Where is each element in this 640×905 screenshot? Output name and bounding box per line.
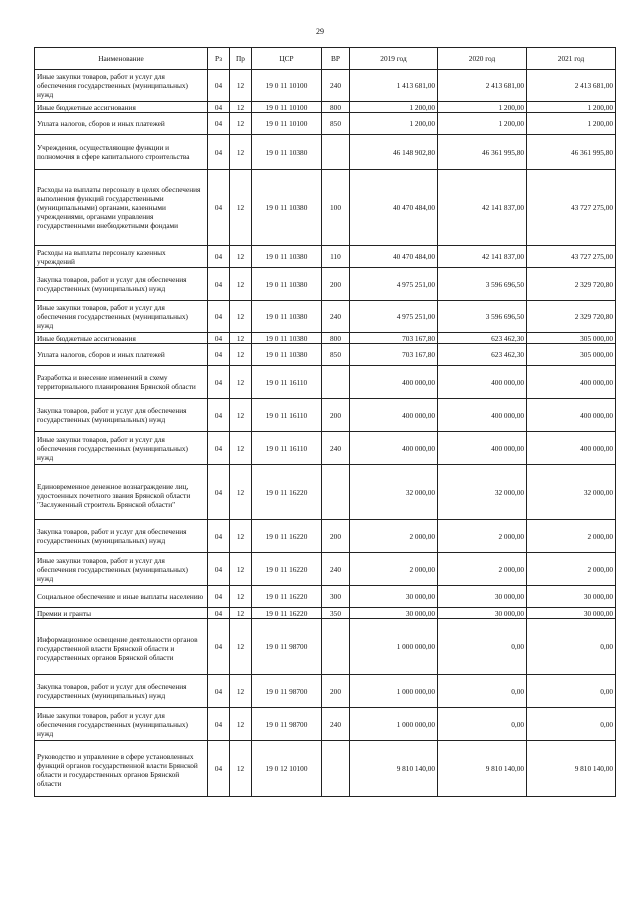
- row-csr: 19 0 11 10380: [252, 333, 322, 344]
- row-2021: 2 000,00: [527, 553, 616, 586]
- row-pr: 12: [230, 70, 252, 102]
- table-row: [35, 608, 616, 619]
- row-name: Информационное освещение деятельности органов государственной власти Брянской области и государственных органов Брянской области: [35, 619, 208, 675]
- row-2019: 1 000 000,00: [350, 708, 438, 741]
- row-vr: 110: [322, 246, 350, 268]
- row-2019: 703 167,80: [350, 333, 438, 344]
- row-rz: 04: [208, 608, 230, 619]
- row-2020: 42 141 837,00: [438, 246, 527, 268]
- row-vr: 350: [322, 608, 350, 619]
- row-csr: 19 0 11 16220: [252, 465, 322, 520]
- row-rz: 04: [208, 333, 230, 344]
- row-vr: 240: [322, 708, 350, 741]
- row-2019: 1 200,00: [350, 102, 438, 113]
- row-rz: 04: [208, 708, 230, 741]
- header-row: [35, 48, 616, 70]
- row-csr: 19 0 11 10380: [252, 170, 322, 246]
- row-2020: 2 000,00: [438, 520, 527, 553]
- row-name: Иные закупки товаров, работ и услуг для обеспечения государственных (муниципальных) нужд: [35, 301, 208, 333]
- table-row: [35, 301, 616, 333]
- row-vr: 800: [322, 102, 350, 113]
- row-csr: 19 0 11 16220: [252, 553, 322, 586]
- row-vr: [322, 366, 350, 399]
- row-2021: 2 413 681,00: [527, 70, 616, 102]
- row-vr: [322, 619, 350, 675]
- row-rz: 04: [208, 675, 230, 708]
- row-2019: 1 200,00: [350, 113, 438, 135]
- row-vr: 240: [322, 553, 350, 586]
- row-rz: 04: [208, 586, 230, 608]
- row-name: Премии и гранты: [35, 608, 208, 619]
- row-vr: 800: [322, 333, 350, 344]
- row-2020: 42 141 837,00: [438, 170, 527, 246]
- row-2020: 2 000,00: [438, 553, 527, 586]
- row-vr: 200: [322, 399, 350, 432]
- row-2021: 30 000,00: [527, 608, 616, 619]
- row-2020: 3 596 696,50: [438, 301, 527, 333]
- row-2021: 1 200,00: [527, 102, 616, 113]
- row-vr: 200: [322, 675, 350, 708]
- row-csr: 19 0 11 10380: [252, 301, 322, 333]
- row-2019: 4 975 251,00: [350, 268, 438, 301]
- row-2020: 46 361 995,80: [438, 135, 527, 170]
- row-rz: 04: [208, 366, 230, 399]
- table-row: [35, 399, 616, 432]
- table-row: [35, 465, 616, 520]
- row-pr: 12: [230, 741, 252, 797]
- row-vr: 300: [322, 586, 350, 608]
- row-vr: [322, 465, 350, 520]
- table-row: [35, 102, 616, 113]
- row-csr: 19 0 11 98700: [252, 675, 322, 708]
- row-pr: 12: [230, 708, 252, 741]
- row-2021: 43 727 275,00: [527, 246, 616, 268]
- table-header: [35, 48, 616, 70]
- row-rz: 04: [208, 553, 230, 586]
- row-name: Единовременное денежное вознаграждение лиц, удостоенных почетного звания Брянской области "Заслуженный строитель Брянской области": [35, 465, 208, 520]
- row-2021: 0,00: [527, 675, 616, 708]
- row-name: Иные бюджетные ассигнования: [35, 102, 208, 113]
- row-vr: 100: [322, 170, 350, 246]
- row-2020: 3 596 696,50: [438, 268, 527, 301]
- row-name: Уплата налогов, сборов и иных платежей: [35, 113, 208, 135]
- row-vr: 200: [322, 520, 350, 553]
- row-2019: 1 000 000,00: [350, 619, 438, 675]
- row-pr: 12: [230, 586, 252, 608]
- row-2019: 400 000,00: [350, 366, 438, 399]
- row-name: Разработка и внесение изменений в схему территориального планирования Брянской области: [35, 366, 208, 399]
- row-2020: 1 200,00: [438, 102, 527, 113]
- row-2019: 400 000,00: [350, 399, 438, 432]
- row-vr: 240: [322, 432, 350, 465]
- row-rz: 04: [208, 246, 230, 268]
- row-csr: 19 0 11 10100: [252, 102, 322, 113]
- col-header-rz: Рз: [208, 48, 230, 70]
- row-2019: 2 000,00: [350, 553, 438, 586]
- row-2020: 400 000,00: [438, 432, 527, 465]
- row-pr: 12: [230, 608, 252, 619]
- table-row: [35, 366, 616, 399]
- row-name: Расходы на выплаты персоналу в целях обеспечения выполнения функций государственными (муниципальными) органами, казенными учреждениями, органами управления государственными внебюджетными фондами: [35, 170, 208, 246]
- row-2019: 30 000,00: [350, 608, 438, 619]
- row-2019: 40 470 484,00: [350, 246, 438, 268]
- row-csr: 19 0 11 16110: [252, 432, 322, 465]
- table-row: [35, 553, 616, 586]
- row-2020: 32 000,00: [438, 465, 527, 520]
- table-row: [35, 586, 616, 608]
- table-row: [35, 619, 616, 675]
- row-2021: 400 000,00: [527, 366, 616, 399]
- table-row: [35, 520, 616, 553]
- row-2021: 2 000,00: [527, 520, 616, 553]
- table-row: [35, 675, 616, 708]
- row-2021: 30 000,00: [527, 586, 616, 608]
- row-csr: 19 0 11 98700: [252, 619, 322, 675]
- table-row: [35, 135, 616, 170]
- row-2020: 623 462,30: [438, 333, 527, 344]
- col-header-pr: Пр: [230, 48, 252, 70]
- row-2020: 0,00: [438, 708, 527, 741]
- budget-table: [34, 47, 616, 797]
- row-name: Закупка товаров, работ и услуг для обеспечения государственных (муниципальных) нужд: [35, 268, 208, 301]
- row-rz: 04: [208, 399, 230, 432]
- row-rz: 04: [208, 432, 230, 465]
- row-vr: [322, 741, 350, 797]
- row-vr: [322, 135, 350, 170]
- row-vr: 240: [322, 70, 350, 102]
- row-pr: 12: [230, 246, 252, 268]
- row-2019: 40 470 484,00: [350, 170, 438, 246]
- row-2021: 400 000,00: [527, 432, 616, 465]
- row-2020: 2 413 681,00: [438, 70, 527, 102]
- row-2021: 43 727 275,00: [527, 170, 616, 246]
- row-2019: 400 000,00: [350, 432, 438, 465]
- row-pr: 12: [230, 135, 252, 170]
- row-2019: 4 975 251,00: [350, 301, 438, 333]
- row-rz: 04: [208, 619, 230, 675]
- row-rz: 04: [208, 102, 230, 113]
- table-row: [35, 170, 616, 246]
- row-name: Расходы на выплаты персоналу казенных учреждений: [35, 246, 208, 268]
- row-rz: 04: [208, 70, 230, 102]
- row-csr: 19 0 12 10100: [252, 741, 322, 797]
- table-row: [35, 246, 616, 268]
- row-name: Социальное обеспечение и иные выплаты населению: [35, 586, 208, 608]
- col-header-2020: 2020 год: [438, 48, 527, 70]
- row-rz: 04: [208, 268, 230, 301]
- table-row: [35, 333, 616, 344]
- row-rz: 04: [208, 465, 230, 520]
- row-2020: 1 200,00: [438, 113, 527, 135]
- row-name: Руководство и управление в сфере установленных функций органов государственной власти Брянской области и государственных органов Брянской области: [35, 741, 208, 797]
- row-2021: 32 000,00: [527, 465, 616, 520]
- row-rz: 04: [208, 741, 230, 797]
- row-pr: 12: [230, 366, 252, 399]
- row-pr: 12: [230, 170, 252, 246]
- row-csr: 19 0 11 16110: [252, 399, 322, 432]
- table-row: [35, 741, 616, 797]
- row-vr: 850: [322, 344, 350, 366]
- row-2019: 9 810 140,00: [350, 741, 438, 797]
- row-2021: 9 810 140,00: [527, 741, 616, 797]
- row-2021: 1 200,00: [527, 113, 616, 135]
- row-name: Иные бюджетные ассигнования: [35, 333, 208, 344]
- row-pr: 12: [230, 301, 252, 333]
- row-name: Закупка товаров, работ и услуг для обеспечения государственных (муниципальных) нужд: [35, 675, 208, 708]
- table-row: [35, 708, 616, 741]
- row-csr: 19 0 11 10380: [252, 135, 322, 170]
- row-2020: 400 000,00: [438, 399, 527, 432]
- row-pr: 12: [230, 553, 252, 586]
- table-row: [35, 268, 616, 301]
- table-row: [35, 113, 616, 135]
- row-2020: 30 000,00: [438, 608, 527, 619]
- row-rz: 04: [208, 113, 230, 135]
- row-vr: 850: [322, 113, 350, 135]
- row-name: Иные закупки товаров, работ и услуг для обеспечения государственных (муниципальных) нужд: [35, 553, 208, 586]
- row-csr: 19 0 11 10380: [252, 268, 322, 301]
- row-pr: 12: [230, 520, 252, 553]
- row-2020: 0,00: [438, 619, 527, 675]
- row-pr: 12: [230, 619, 252, 675]
- row-2019: 46 148 902,80: [350, 135, 438, 170]
- row-2019: 2 000,00: [350, 520, 438, 553]
- row-rz: 04: [208, 520, 230, 553]
- row-2020: 30 000,00: [438, 586, 527, 608]
- row-pr: 12: [230, 102, 252, 113]
- row-csr: 19 0 11 16220: [252, 520, 322, 553]
- row-csr: 19 0 11 16220: [252, 608, 322, 619]
- row-csr: 19 0 11 10100: [252, 70, 322, 102]
- table-row: [35, 432, 616, 465]
- page-number: 29: [316, 27, 324, 36]
- row-rz: 04: [208, 344, 230, 366]
- col-header-2021: 2021 год: [527, 48, 616, 70]
- table-row: [35, 344, 616, 366]
- row-2020: 9 810 140,00: [438, 741, 527, 797]
- row-2019: 1 413 681,00: [350, 70, 438, 102]
- row-csr: 19 0 11 10100: [252, 113, 322, 135]
- table-row: [35, 70, 616, 102]
- row-pr: 12: [230, 432, 252, 465]
- row-2021: 2 329 720,80: [527, 268, 616, 301]
- row-csr: 19 0 11 98700: [252, 708, 322, 741]
- row-2020: 623 462,30: [438, 344, 527, 366]
- row-2019: 32 000,00: [350, 465, 438, 520]
- row-2021: 2 329 720,80: [527, 301, 616, 333]
- row-csr: 19 0 11 16110: [252, 366, 322, 399]
- row-name: Уплата налогов, сборов и иных платежей: [35, 344, 208, 366]
- row-2020: 400 000,00: [438, 366, 527, 399]
- row-rz: 04: [208, 170, 230, 246]
- col-header-csr: ЦСР: [252, 48, 322, 70]
- row-2021: 0,00: [527, 619, 616, 675]
- col-header-2019: 2019 год: [350, 48, 438, 70]
- row-rz: 04: [208, 301, 230, 333]
- row-pr: 12: [230, 465, 252, 520]
- row-pr: 12: [230, 268, 252, 301]
- row-name: Иные закупки товаров, работ и услуг для обеспечения государственных (муниципальных) нужд: [35, 708, 208, 741]
- row-2021: 400 000,00: [527, 399, 616, 432]
- row-csr: 19 0 11 10380: [252, 344, 322, 366]
- row-pr: 12: [230, 333, 252, 344]
- row-vr: 240: [322, 301, 350, 333]
- row-pr: 12: [230, 344, 252, 366]
- row-2019: 703 167,80: [350, 344, 438, 366]
- row-2020: 0,00: [438, 675, 527, 708]
- row-name: Закупка товаров, работ и услуг для обеспечения государственных (муниципальных) нужд: [35, 399, 208, 432]
- row-2021: 46 361 995,80: [527, 135, 616, 170]
- row-rz: 04: [208, 135, 230, 170]
- col-header-vr: ВР: [322, 48, 350, 70]
- row-vr: 200: [322, 268, 350, 301]
- row-2021: 305 000,00: [527, 333, 616, 344]
- row-csr: 19 0 11 10380: [252, 246, 322, 268]
- row-2021: 305 000,00: [527, 344, 616, 366]
- row-pr: 12: [230, 113, 252, 135]
- row-name: Иные закупки товаров, работ и услуг для обеспечения государственных (муниципальных) нужд: [35, 432, 208, 465]
- row-2019: 1 000 000,00: [350, 675, 438, 708]
- row-pr: 12: [230, 675, 252, 708]
- row-2019: 30 000,00: [350, 586, 438, 608]
- row-name: Иные закупки товаров, работ и услуг для обеспечения государственных (муниципальных) нужд: [35, 70, 208, 102]
- row-name: Закупка товаров, работ и услуг для обеспечения государственных (муниципальных) нужд: [35, 520, 208, 553]
- row-csr: 19 0 11 16220: [252, 586, 322, 608]
- row-name: Учреждения, осуществляющие функции и полномочия в сфере капитального строительства: [35, 135, 208, 170]
- col-header-name: Наименование: [35, 48, 208, 70]
- row-pr: 12: [230, 399, 252, 432]
- row-2021: 0,00: [527, 708, 616, 741]
